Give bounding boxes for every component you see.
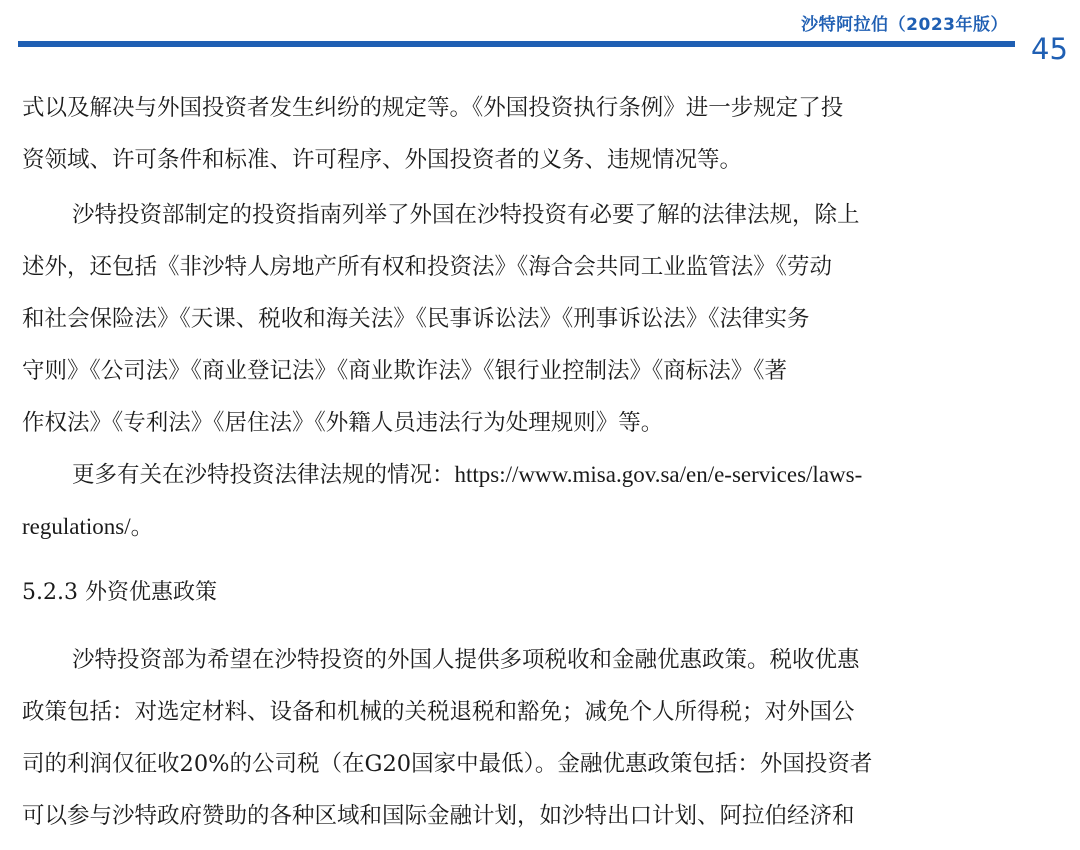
paragraph-line: 政策包括：对选定材料、设备和机械的关税退税和豁免；减免个人所得税；对外国公 [22,699,855,725]
paragraph-line: 式以及解决与外国投资者发生纠纷的规定等。《外国投资执行条例》进一步规定了投 [22,95,844,121]
paragraph-line: 作权法》《专利法》《居住法》《外籍人员违法行为处理规则》等。 [22,410,664,436]
header-rule [18,41,1015,47]
page-number: 45 [1031,32,1068,66]
paragraph-line: 资领域、许可条件和标准、许可程序、外国投资者的义务、违规情况等。 [22,147,743,173]
paragraph-line: 沙特投资部为希望在沙特投资的外国人提供多项税收和金融优惠政策。税收优惠 [72,647,860,673]
paragraph-line: regulations/。 [22,514,154,539]
paragraph-line: 述外，还包括《非沙特人房地产所有权和投资法》《海合会共同工业监管法》《劳动 [22,254,833,280]
paragraph-line: 司的利润仅征收20%的公司税（在G20国家中最低）。金融优惠政策包括：外国投资者 [22,751,873,777]
paragraph-line: 沙特投资部制定的投资指南列举了外国在沙特投资有必要了解的法律法规，除上 [72,202,860,228]
running-header-title: 沙特阿拉伯（2023年版） [801,15,1008,35]
paragraph-line: 和社会保险法》《天课、税收和海关法》《民事诉讼法》《刑事诉讼法》《法律实务 [22,306,810,332]
paragraph-line: 可以参与沙特政府赞助的各种区域和国际金融计划，如沙特出口计划、阿拉伯经济和 [22,803,855,829]
paragraph-line: 守则》《公司法》《商业登记法》《商业欺诈法》《银行业控制法》《商标法》《著 [22,358,788,384]
laws-url-link[interactable]: https://www.misa.gov.sa/en/e-services/laws- [454,462,863,487]
line-text: 更多有关在沙特投资法律法规的情况： [72,462,455,488]
paragraph-line [72,460,862,490]
section-heading: 5.2.3 外资优惠政策 [22,580,217,605]
